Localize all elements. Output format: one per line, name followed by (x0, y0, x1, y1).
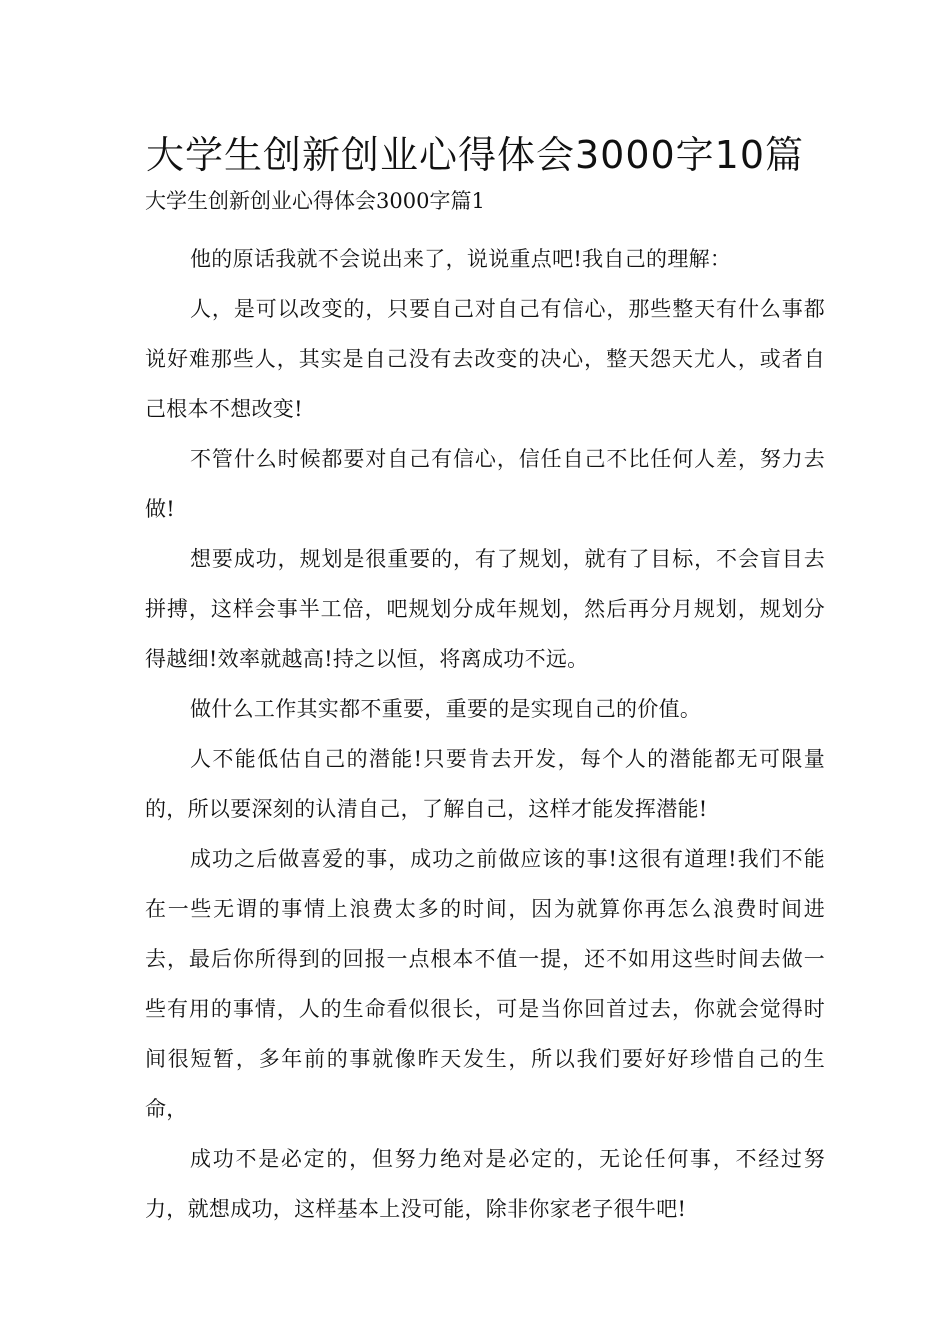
paragraph: 做什么工作其实都不重要，重要的是实现自己的价值。 (190, 697, 702, 721)
paragraph: 想要成功，规划是很重要的，有了规划，就有了目标，不会盲目去拼搏，这样会事半工倍，吧规划分成年规划，然后再分月规划，规划分得越细!效率就越高!持之以恒，将离成功不远。 (145, 547, 825, 671)
paragraph: 成功之后做喜爱的事，成功之前做应该的事!这很有道理!我们不能在一些无谓的事情上浪费太多的时间，因为就算你再怎么浪费时间进去，最后你所得到的回报一点根本不值一提，还不如用这些时间去做一些有用的事情，人的生命看似很长，可是当你回首过去，你就会觉得时间很短暂，多年前的事就像昨天发生，所以我们要好好珍惜自己的生命， (145, 847, 825, 1121)
paragraph: 人不能低估自己的潜能!只要肯去开发，每个人的潜能都无可限量的，所以要深刻的认清自己，了解自己，这样才能发挥潜能! (145, 747, 825, 821)
paragraph: 他的原话我就不会说出来了，说说重点吧!我自己的理解： (190, 247, 732, 271)
document-title: 大学生创新创业心得体会3000字10篇 (145, 133, 805, 177)
paragraph: 成功不是必定的，但努力绝对是必定的，无论任何事，不经过努力，就想成功，这样基本上没可能，除非你家老子很牛吧! (145, 1147, 825, 1221)
paragraph: 人，是可以改变的，只要自己对自己有信心，那些整天有什么事都说好难那些人，其实是自己没有去改变的决心，整天怨天尤人，或者自己根本不想改变! (145, 297, 825, 421)
section-heading: 大学生创新创业心得体会3000字篇1 (145, 189, 485, 213)
paragraph: 不管什么时候都要对自己有信心，信任自己不比任何人差，努力去做! (145, 447, 825, 521)
document-body (145, 234, 825, 1234)
